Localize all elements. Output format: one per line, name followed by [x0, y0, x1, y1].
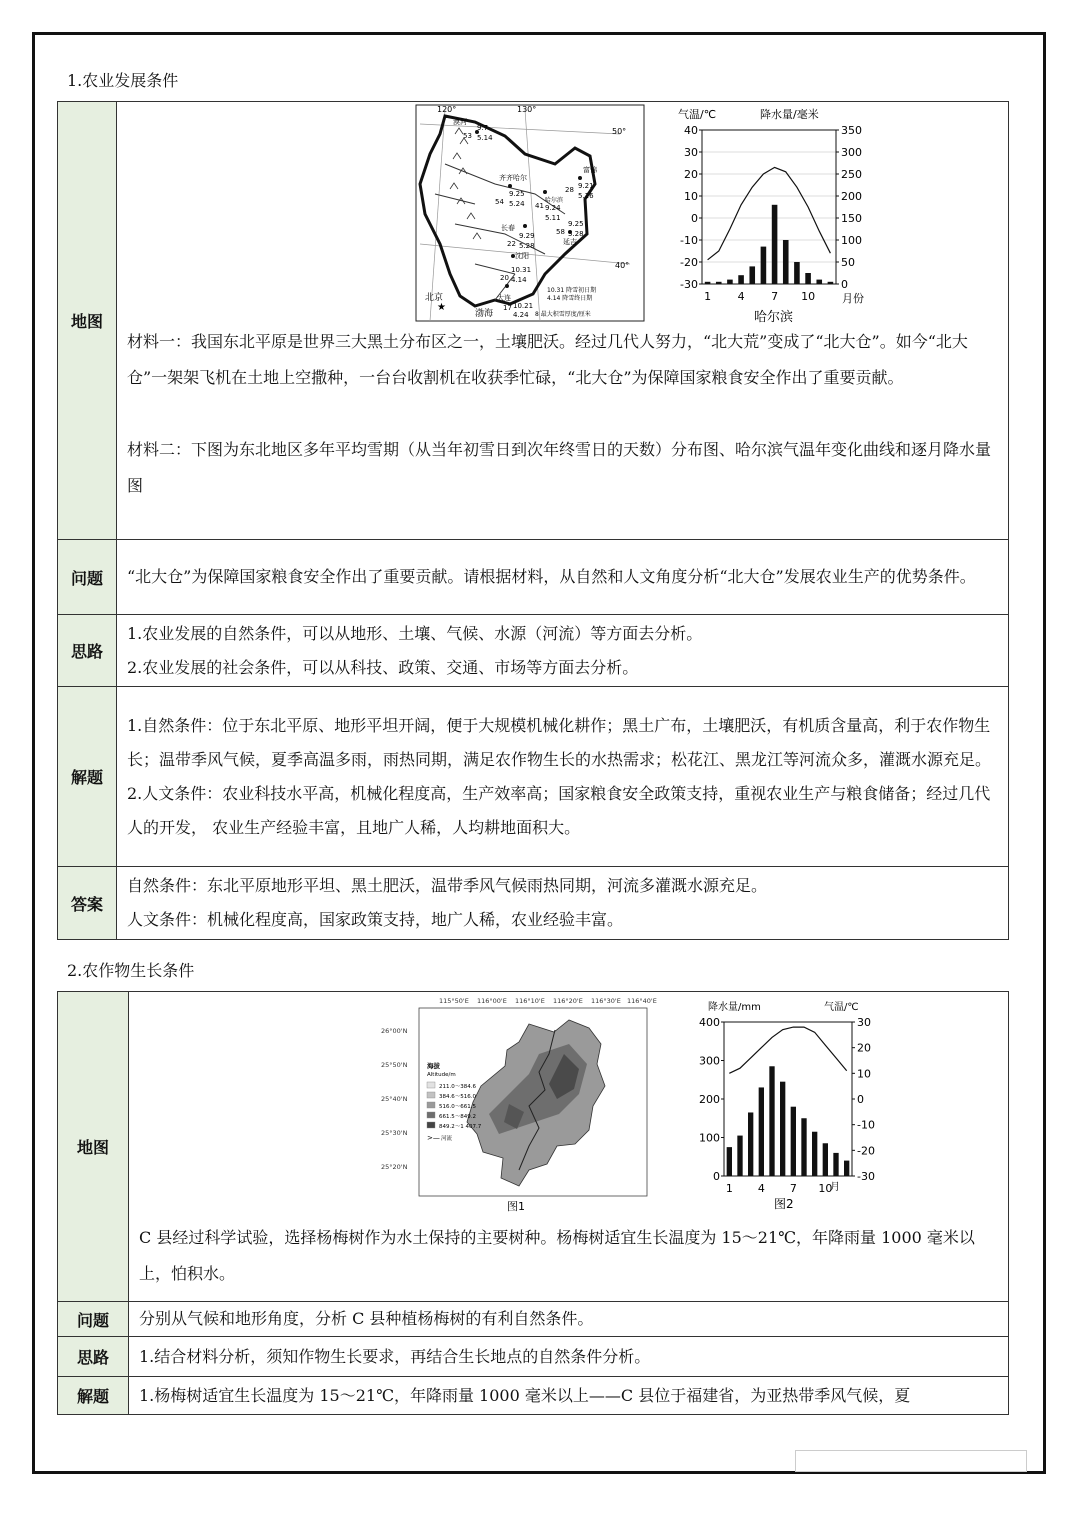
right-tick-label: 30: [857, 1016, 871, 1029]
chart2-caption: 图2: [774, 1197, 794, 1211]
precip-bar: [812, 1132, 817, 1176]
right-tick-label: -10: [857, 1118, 875, 1132]
svg-text:9.29: 9.29: [519, 232, 535, 240]
right-tick-label: 50: [841, 256, 855, 269]
precip-bar: [759, 1087, 764, 1176]
section2-idea: 1.结合材料分析，须知作物生长要求，再结合生长地点的自然条件分析。: [139, 1346, 651, 1366]
section2-table: [57, 991, 1009, 1415]
svg-text:211.0～384.6: 211.0～384.6: [439, 1084, 476, 1090]
precip-bar: [816, 280, 822, 284]
harbin-climate-chart: [672, 104, 887, 326]
left-tick-label: 40: [684, 124, 698, 137]
right-tick-label: 0: [841, 278, 848, 291]
section2-title: 2.农作物生长条件: [67, 961, 195, 980]
precip-bar: [748, 1112, 753, 1176]
svg-text:116°40'E: 116°40'E: [627, 997, 657, 1005]
county-relief-map: [379, 994, 657, 1214]
svg-text:5.14: 5.14: [477, 134, 493, 142]
right-tick-label: -30: [857, 1170, 875, 1183]
precip-bar: [833, 1153, 838, 1176]
section1-idea-label: 思路: [58, 615, 117, 687]
right-tick-label: 20: [857, 1041, 871, 1055]
left-tick-label: -30: [680, 278, 698, 291]
svg-text:20: 20: [500, 274, 509, 282]
map1-lat-label: 50°: [612, 127, 627, 136]
svg-text:115°50'E: 115°50'E: [439, 997, 469, 1005]
chart1-caption: 哈尔滨: [754, 310, 794, 325]
section2-solution-label: 解题: [58, 1377, 129, 1415]
svg-text:河流: 河流: [441, 1136, 453, 1142]
solution-item: 1.自然条件：位于东北平原、地形平坦开阔，便于大规模机械化耕作；黑土广布，土壤肥沃，有机质含量高，利于农作物生长；温带季风气候，夏季高温多雨，雨热同期，满足农作物生长的水热需求；松花江、黑龙江等河流众多，灌溉水源充足。: [127, 715, 992, 769]
right-axis-title: 气温/℃: [824, 1002, 859, 1013]
svg-text:4.14 降雪终日期: 4.14 降雪终日期: [547, 295, 593, 302]
precip-bar: [727, 1147, 732, 1176]
section2-idea-label: 思路: [58, 1337, 129, 1377]
section1-question-label: 问题: [58, 540, 117, 615]
svg-text:384.6～516.0: 384.6～516.0: [439, 1094, 476, 1100]
svg-text:5.16: 5.16: [578, 192, 594, 200]
precip-bar: [828, 282, 834, 284]
svg-text:9.25: 9.25: [509, 190, 525, 198]
place-label: 齐齐哈尔: [499, 174, 527, 182]
precip-bar: [801, 1118, 806, 1176]
section2-map-label: 地图: [58, 992, 129, 1302]
svg-text:25°50'N: 25°50'N: [381, 1061, 408, 1069]
precip-bar: [716, 282, 722, 284]
month-unit: 月份: [842, 292, 864, 305]
svg-text:22: 22: [507, 240, 516, 248]
left-tick-label: 200: [699, 1093, 720, 1106]
svg-text:9.24: 9.24: [545, 204, 561, 212]
place-label: 长春: [501, 224, 515, 232]
county-climate-chart: [674, 996, 884, 1212]
right-tick-label: 0: [857, 1093, 864, 1106]
place-label: 沈阳: [515, 252, 529, 260]
precip-bar: [772, 205, 778, 284]
corner-box: [795, 1450, 1027, 1472]
svg-text:9.7: 9.7: [477, 124, 489, 132]
svg-text:53: 53: [463, 132, 472, 140]
svg-text:25°20'N: 25°20'N: [381, 1163, 408, 1171]
svg-text:9.21: 9.21: [578, 182, 594, 190]
month-tick-label: 10: [801, 290, 816, 303]
section1-map-label: 地图: [58, 102, 117, 540]
left-tick-label: -20: [680, 256, 698, 269]
svg-text:5.11: 5.11: [545, 214, 561, 222]
left-tick-label: 0: [691, 212, 698, 225]
svg-text:41: 41: [535, 202, 544, 210]
precip-bar: [805, 273, 811, 284]
snow-period-map: [415, 104, 645, 322]
svg-text:5.28: 5.28: [519, 242, 535, 250]
right-tick-label: 200: [841, 190, 862, 203]
left-tick-label: 400: [699, 1016, 720, 1029]
left-axis-title: 气温/℃: [678, 108, 717, 121]
month-tick-label: 7: [789, 1182, 797, 1195]
map1-lat-label: 40°: [615, 261, 630, 270]
map2-caption: 图1: [507, 1200, 525, 1213]
right-tick-label: 100: [841, 234, 862, 247]
idea-item: 1.农业发展的自然条件，可以从地形、土壤、气候、水源（河流）等方面去分析。: [127, 623, 703, 643]
right-tick-label: -20: [857, 1144, 875, 1158]
right-axis-title: 降水量/毫米: [760, 108, 819, 121]
left-tick-label: 10: [684, 190, 698, 203]
month-tick-label: 10: [818, 1182, 833, 1195]
left-axis-title: 降水量/mm: [708, 1002, 761, 1013]
section1-title: 1.农业发展条件: [67, 71, 179, 90]
svg-text:5.24: 5.24: [509, 200, 525, 208]
section2-question: 分别从气候和地形角度，分析 C 县种植杨梅树的有利自然条件。: [139, 1309, 594, 1328]
svg-text:10.31: 10.31: [511, 266, 532, 274]
svg-text:10.21: 10.21: [513, 302, 534, 310]
right-tick-label: 10: [857, 1067, 871, 1081]
precip-bar: [737, 1136, 742, 1176]
month-tick-label: 7: [771, 290, 779, 303]
precip-bar: [823, 1143, 828, 1176]
svg-text:>—: >—: [427, 1134, 440, 1142]
section1-question: “北大仓”为保障国家粮食安全作出了重要贡献。请根据材料，从自然和人文角度分析“北大仓”发展农业生产的优势条件。: [127, 567, 976, 586]
section2-solution: 1.杨梅树适宜生长温度为 15～21℃，年降雨量 1000 毫米以上——C 县位于福建省，为亚热带季风气候，夏: [139, 1385, 911, 1405]
answer-item: 自然条件：东北平原地形平坦、黑土肥沃，温带季风气候雨热同期，河流多灌溉水源充足。: [127, 876, 768, 895]
solution-item: 2.人文条件：农业科技水平高，机械化程度高，生产效率高；国家粮食安全政策支持，重视农业生产与粮食储备；经过几代人的开发， 农业生产经验丰富，且地广人稀，人均耕地面积大。: [127, 783, 991, 837]
precip-bar: [749, 266, 755, 284]
section2-material: C 县经过科学试验，选择杨梅树作为水土保持的主要树种。杨梅树适宜生长温度为 15～21℃，年降雨量 1000 毫米以上，怕积水。: [139, 1228, 975, 1283]
month-tick-label: 4: [757, 1182, 765, 1195]
section1-table: [57, 101, 1009, 940]
svg-text:58: 58: [556, 228, 565, 236]
material-one: 材料一：我国东北平原是世界三大黑土分布区之一，土壤肥沃。经过几代人努力，“北大荒”变成了“北大仓”。如今“北大仓”一架架飞机在土地上空撒种，一台台收割机在收获季忙碌，“北大仓”为保障国家粮食安全作出了重要贡献。: [127, 332, 968, 387]
map1-lon-label: 120°: [437, 105, 457, 114]
map1-lon-label: 130°: [517, 105, 537, 114]
place-label: 渤海: [475, 309, 494, 319]
right-tick-label: 250: [841, 168, 862, 181]
place-label: 富锦: [583, 166, 597, 174]
svg-text:10.31 降雪初日期: 10.31 降雪初日期: [547, 287, 597, 294]
month-tick-label: 1: [725, 1182, 733, 1195]
svg-text:25°30'N: 25°30'N: [381, 1129, 408, 1137]
month-tick-label: 4: [737, 290, 745, 303]
temperature-curve: [729, 1027, 846, 1073]
svg-text:116°20'E: 116°20'E: [553, 997, 583, 1005]
svg-text:25°40'N: 25°40'N: [381, 1095, 408, 1103]
beijing-star: ★: [437, 302, 446, 313]
section2-question-label: 问题: [58, 1302, 129, 1337]
place-label: 漠河: [453, 118, 467, 126]
right-tick-label: 300: [841, 146, 862, 159]
left-tick-label: 100: [699, 1131, 720, 1145]
precip-bar: [780, 1082, 785, 1176]
month-unit: 月: [830, 1182, 840, 1193]
place-label: 北京: [425, 293, 444, 303]
left-tick-label: -10: [680, 234, 698, 247]
place-label: 哈尔滨: [545, 197, 564, 204]
svg-text:9.25: 9.25: [568, 220, 584, 228]
svg-text:661.5～849.2: 661.5～849.2: [439, 1114, 476, 1120]
month-tick-label: 1: [704, 290, 712, 303]
svg-text:26°00'N: 26°00'N: [381, 1027, 408, 1035]
precip-bar: [844, 1161, 849, 1176]
svg-text:849.2～1 407.7: 849.2～1 407.7: [439, 1124, 482, 1130]
left-tick-label: 300: [699, 1054, 720, 1068]
precip-bar: [769, 1066, 774, 1176]
svg-text:Altitude/m: Altitude/m: [427, 1072, 456, 1078]
precip-bar: [761, 247, 767, 284]
svg-text:28: 28: [565, 186, 574, 194]
svg-text:516.0～661.5: 516.0～661.5: [439, 1104, 476, 1110]
left-tick-label: 30: [684, 146, 698, 159]
svg-text:海拔: 海拔: [427, 1062, 440, 1070]
precip-bar: [738, 275, 744, 284]
svg-text:116°10'E: 116°10'E: [515, 997, 545, 1005]
precip-bar: [791, 1107, 796, 1176]
svg-text:4.14: 4.14: [511, 276, 527, 284]
temperature-curve: [708, 167, 831, 259]
place-label: 大连: [497, 294, 511, 302]
section1-solution-label: 解题: [58, 687, 117, 867]
precip-bar: [794, 262, 800, 284]
right-tick-label: 150: [841, 212, 862, 225]
svg-text:54: 54: [495, 198, 504, 206]
svg-text:116°30'E: 116°30'E: [591, 997, 621, 1005]
svg-text:5.28: 5.28: [568, 230, 584, 238]
section1-answer-label: 答案: [58, 867, 117, 940]
precip-bar: [727, 280, 733, 284]
material-two: 材料二：下图为东北地区多年平均雪期（从当年初雪日到次年终雪日的天数）分布图、哈尔滨气温年变化曲线和逐月降水量图: [127, 440, 992, 495]
precip-bar: [705, 282, 711, 284]
answer-item: 人文条件：机械化程度高，国家政策支持，地广人稀，农业经验丰富。: [127, 910, 624, 929]
svg-text:8 最大积雪厚度/厘米: 8 最大积雪厚度/厘米: [535, 311, 591, 318]
idea-item: 2.农业发展的社会条件，可以从科技、政策、交通、市场等方面去分析。: [127, 657, 639, 677]
svg-text:17: 17: [503, 304, 512, 312]
svg-text:4.24: 4.24: [513, 311, 529, 319]
left-tick-label: 20: [684, 168, 698, 181]
svg-text:116°00'E: 116°00'E: [477, 997, 507, 1005]
right-tick-label: 350: [841, 124, 862, 137]
precip-bar: [783, 240, 789, 284]
place-label: 延吉: [563, 238, 577, 246]
left-tick-label: 0: [713, 1170, 720, 1183]
